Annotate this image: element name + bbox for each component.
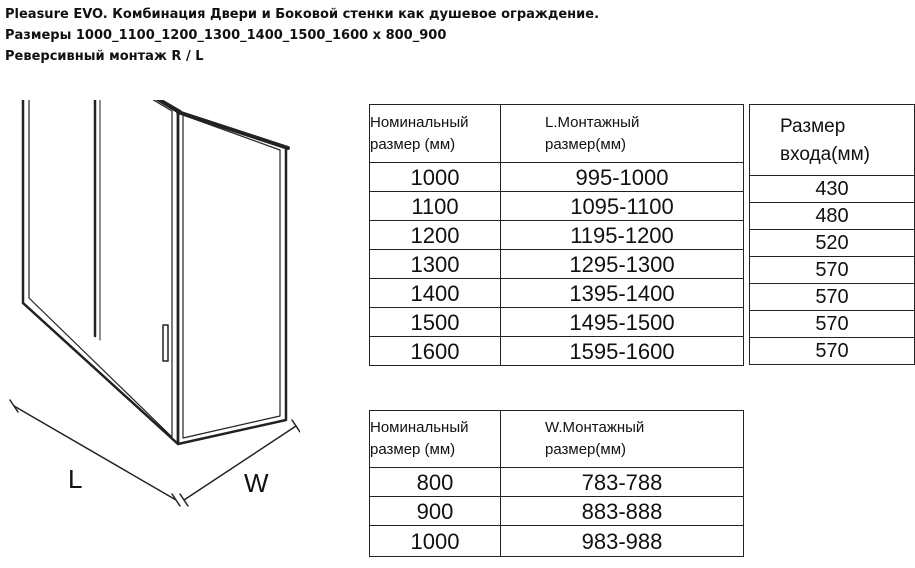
table-row: 1200 1195-1200 <box>370 221 744 250</box>
side-panel-inner <box>183 115 280 438</box>
l-dimension-label: L <box>68 464 83 494</box>
table-row: 1000 983-988 <box>370 526 744 557</box>
table-row: 570 <box>750 257 915 284</box>
table-row: 1300 1295-1300 <box>370 250 744 279</box>
table-row: 1600 1595-1600 <box>370 337 744 366</box>
table-row: 900 883-888 <box>370 497 744 526</box>
product-title: Pleasure EVO. Комбинация Двери и Боковой стенки как душевое ограждение. <box>5 7 600 22</box>
document-header <box>5 4 599 67</box>
table-row: 480 <box>750 203 915 230</box>
side-top-rail <box>178 112 288 148</box>
entrance-size-table <box>749 104 915 365</box>
entrance-size-header: Размер входа(мм) <box>750 105 915 176</box>
side-panel-frame <box>178 112 286 444</box>
door-handle <box>163 325 168 361</box>
table-row: 1500 1495-1500 <box>370 308 744 337</box>
table-row: 430 <box>750 176 915 203</box>
table-row: 570 <box>750 338 915 365</box>
width-mount-header: W.Монтажный размер(мм) <box>501 411 744 468</box>
shower-enclosure-diagram <box>0 100 300 510</box>
table-row: 520 <box>750 230 915 257</box>
length-size-table <box>369 104 744 366</box>
mounting-line: Реверсивный монтаж R / L <box>5 49 204 64</box>
table-row: 800 783-788 <box>370 468 744 497</box>
w-dimension-line <box>184 426 296 500</box>
nominal-size-header: Номинальный размер (мм) <box>370 105 501 163</box>
table-row: 1100 1095-1100 <box>370 192 744 221</box>
nominal-size-header: Номинальный размер (мм) <box>370 411 501 468</box>
sizes-line: Размеры 1000_1100_1200_1300_1400_1500_1600 х 800_900 <box>5 28 447 43</box>
table-row: 1000 995-1000 <box>370 163 744 192</box>
table-row: 570 <box>750 284 915 311</box>
w-dimension-label: W <box>244 468 269 498</box>
length-mount-header: L.Монтажный размер(мм) <box>501 105 744 163</box>
width-size-table <box>369 410 744 557</box>
table-row: 1400 1395-1400 <box>370 279 744 308</box>
table-row: 570 <box>750 311 915 338</box>
